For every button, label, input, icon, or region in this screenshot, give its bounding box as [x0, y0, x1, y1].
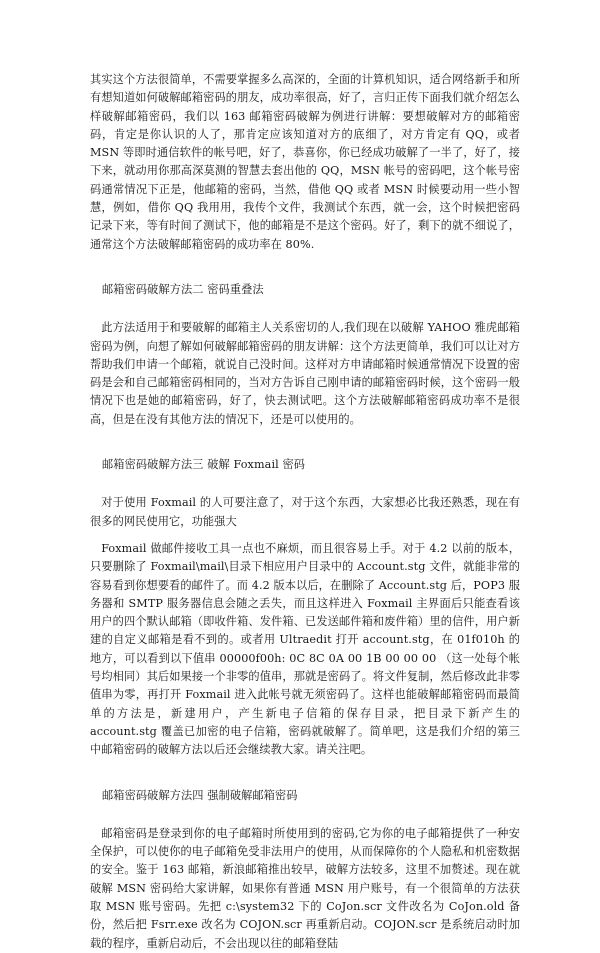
spacer	[90, 805, 520, 825]
spacer	[90, 299, 520, 319]
document-body	[90, 71, 520, 953]
paragraph-method-3-intro: 对于使用 Foxmail 的人可要注意了，对于这个东西，大家想必比我还熟悉，现在有很多的网民使用它，功能强大	[90, 496, 520, 528]
spacer	[90, 531, 520, 540]
paragraph-method-2: 此方法适用于和要破解的邮箱主人关系密切的人,我们现在以破解 YAHOO 雅虎邮箱密码为例，向想了解如何破解邮箱密码的朋友讲解：这个方法更简单，我们可以让对方帮助我们申请一个邮箱，就说自己没时间。这样对方申请邮箱时候通常情况下设置的密码是会和自己邮箱密码相同的，当对方告诉自己刚申请的邮箱密码时候，这个密码一般情况下也是她的邮箱密码，好了，快去测试吧。这个方法破解邮箱密码成功率不是很高，但是在没有其他方法的情况下，还是可以使用的。	[90, 321, 520, 426]
section-heading-method-2: 邮箱密码破解方法二 密码重叠法	[102, 282, 264, 296]
paragraph-method-3-detail: Foxmail 做邮件接收工具一点也不麻烦，而且很容易上手。对于 4.2 以前的版本，只要删除了 Foxmail\mail\目录下相应用户目录中的 Account.stg 文件，就能非常的容易看到你想要看的邮件了。而 4.2 版本以后，在删除了 Account.stg 后，POP3 服务器和 SMTP 服务器信息会随之丢失，而且这样进入 Foxmail 主界面后只能查看该用户的四个默认邮箱（即收件箱、发件箱、已发送邮件箱和废件箱）里的信件，用户新建的自定义邮箱是看不到的。或者用 Ultraedit 打开 account.stg，在 01f010h 的地方，可以看到以下值串 00000f00h: 0C 8C 0A 00 1B 00 00 00 （这一处每个帐号均相同）其后如果接一个非零的值串，那就是密码了。将文件复制，然后修改此非零值串为零，再打开 Foxmail 进入此帐号就无须密码了。这样也能破解邮箱密码而最简单的方法是，新建用户，产生新电子信箱的保存目录，把目录下新产生的 account.stg 覆盖已加密的电子信箱，密码就破解了。简单吧，这是我们介绍的第三中邮箱密码的破解方法以后还会继续教大家。请关注吧。	[90, 541, 520, 757]
spacer	[90, 474, 520, 494]
section-heading-method-3: 邮箱密码破解方法三 破解 Foxmail 密码	[102, 458, 306, 472]
paragraph-intro: 其实这个方法很简单，不需要掌握多么高深的，全面的计算机知识，适合网络新手和所有想知道如何破解邮箱密码的朋友，成功率很高，好了，言归正传下面我们就介绍怎么样破解邮箱密码，我们以 163 邮箱密码破解为例进行讲解：要想破解对方的邮箱密码，肯定是你认识的人了，那肯定应该知道对方的底细了，对方肯定有 QQ，或者 MSN 等即时通信软件的帐号吧，好了，恭喜你，你已经成功破解了一半了，好了，接下来，就动用你那高深莫测的智慧去套出他的 QQ，MSN 帐号的密码吧，这个帐号密码通常情况下正是，他邮箱的密码，当然，借他 QQ 或者 MSN 时候要动用一些小智慧，例如，借你 QQ 我用用，我传个文件，我测试个东西，就一会，这个时候把密码记录下来，等有时间了测试下，他的邮箱是不是这个密码。好了，剩下的就不细说了，通常这个方法破解邮箱密码的成功率在 80%.	[90, 73, 520, 251]
paragraph-method-4: 邮箱密码是登录到你的电子邮箱时所使用到的密码,它为你的电子邮箱提供了一种安全保护，可以使你的电子邮箱免受非法用户的使用，从而保障你的个人隐私和机密数据的安全。鉴于 163 邮箱，新浪邮箱推出较早，破解方法较多，这里不加赘述。现在就破解 MSN 密码给大家讲解，如果你有普通 MSN 用户账号，有一个很简单的方法获取 MSN 账号密码。先把 c:\system32 下的 CoJon.scr 文件改名为 CoJon.old 备份，然后把 Fsrr.exe 改名为 COJON.scr 再重新启动。COJON.scr 是系统启动时加载的程序，重新启动后，不会出现以往的邮箱登陆	[90, 826, 520, 950]
spacer	[90, 254, 520, 281]
spacer	[90, 429, 520, 456]
spacer	[90, 760, 520, 787]
section-heading-method-4: 邮箱密码破解方法四 强制破解邮箱密码	[102, 788, 298, 802]
